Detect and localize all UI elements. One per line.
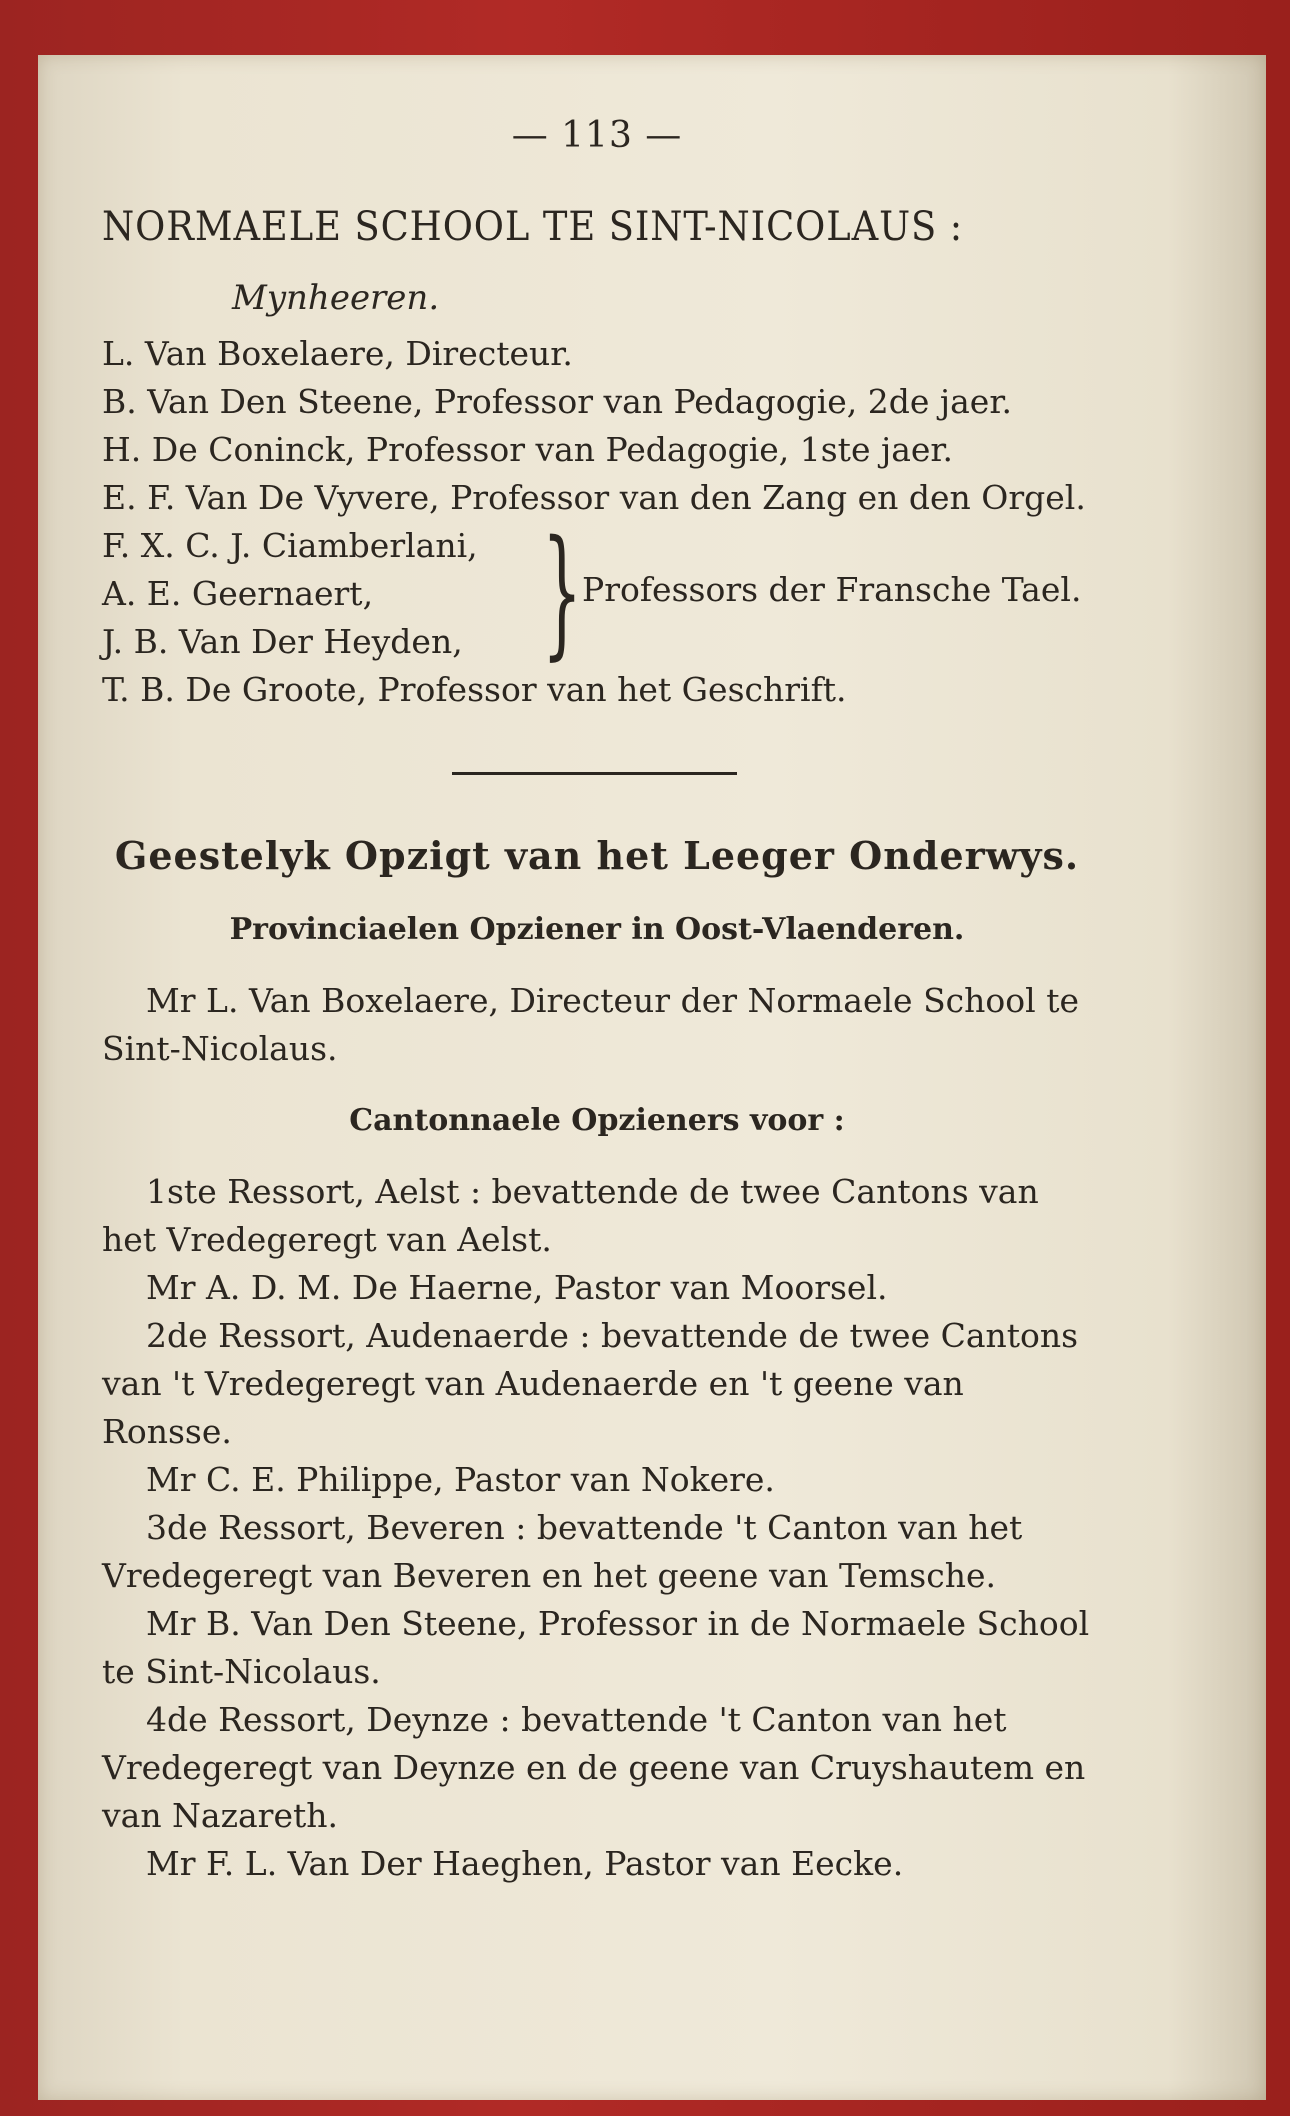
provincial-heading: Provinciaelen Opziener in Oost-Vlaenderen. <box>229 912 965 947</box>
staff-line: B. Van Den Steene, Professor van Pedagogie, 2de jaer. <box>102 382 1012 421</box>
staff-line: L. Van Boxelaere, Directeur. <box>102 334 573 373</box>
provincial-text: Mr L. Van Boxelaere, Directeur der Normaele School te Sint-Nicolaus. <box>102 981 1079 1068</box>
ressort-inspector: Mr F. L. Van Der Haeghen, Pastor van Eecke. <box>146 1844 904 1883</box>
staff-line: T. B. De Groote, Professor van het Geschrift. <box>102 670 847 709</box>
page-number: — 113 — <box>511 115 683 156</box>
page-content <box>102 115 1092 1888</box>
ressort-description: 2de Ressort, Audenaerde : bevattende de twee Cantons van 't Vredegeregt van Audenaerde en 't geene van Ronsse. <box>102 1316 1079 1451</box>
book-page <box>38 55 1266 2100</box>
greeting: Mynheeren. <box>232 278 440 318</box>
section-divider <box>452 772 737 775</box>
staff-line: E. F. Van De Vyvere, Professor van den Zang en den Orgel. <box>102 478 1086 517</box>
ressort-description: 4de Ressort, Deynze : bevattende 't Canton van het Vredegeregt van Deynze en de geene van Cruyshautem en van Nazareth. <box>102 1700 1086 1835</box>
ressort-description: 1ste Ressort, Aelst : bevattende de twee Cantons van het Vredegeregt van Aelst. <box>102 1172 1039 1259</box>
ressort-description: 3de Ressort, Beveren : bevattende 't Canton van het Vredegeregt van Beveren en het geene van Temsche. <box>102 1508 1023 1595</box>
staff-line: J. B. Van Der Heyden, <box>102 622 463 661</box>
curly-brace-icon: } <box>542 511 583 674</box>
section-heading: Geestelyk Opzigt van het Leeger Onderwys. <box>114 833 1080 878</box>
cantonal-heading: Cantonnaele Opzieners voor : <box>349 1103 845 1138</box>
ressort-inspector: Mr C. E. Philippe, Pastor van Nokere. <box>146 1460 775 1499</box>
french-professors-group <box>102 511 1092 674</box>
school-title: NORMAELE SCHOOL TE SINT-NICOLAUS : <box>102 204 964 250</box>
ressort-inspector: Mr B. Van Den Steene, Professor in de Normaele School te Sint-Nicolaus. <box>102 1604 1090 1691</box>
staff-line: H. De Coninck, Professor van Pedagogie, 1ste jaer. <box>102 430 954 469</box>
staff-line: F. X. C. J. Ciamberlani, <box>102 526 478 565</box>
staff-line: A. E. Geernaert, <box>102 574 374 613</box>
ressort-inspector: Mr A. D. M. De Haerne, Pastor van Moorsel. <box>146 1268 888 1307</box>
french-professors-label: Professors der Fransche Tael. <box>582 570 1082 609</box>
